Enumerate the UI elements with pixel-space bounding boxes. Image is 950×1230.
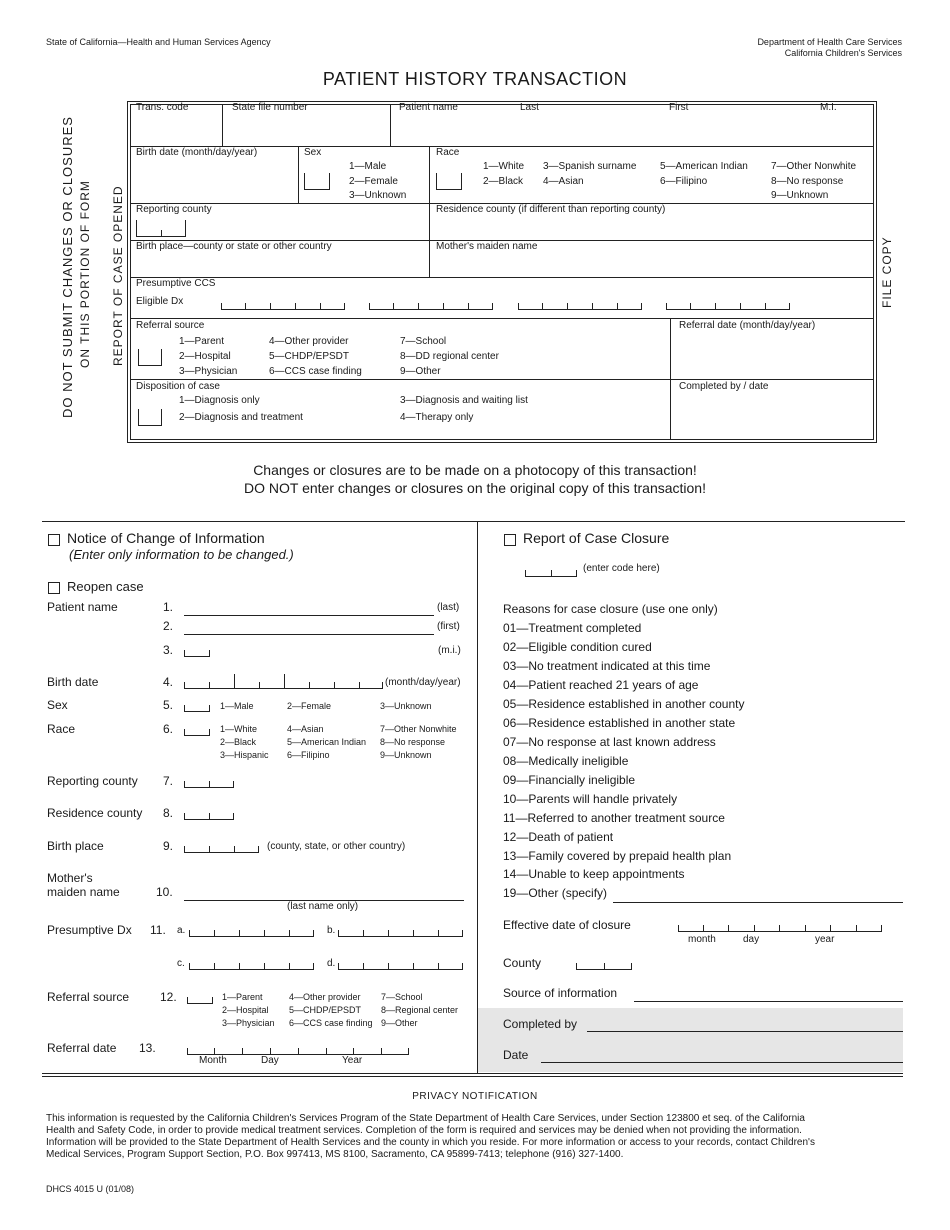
race-option: 4—Asian	[287, 724, 324, 734]
referral-option: 7—School	[400, 336, 447, 347]
sex-option: 3—Unknown	[380, 701, 432, 711]
closure-reason: 06—Residence established in another state	[503, 716, 736, 730]
referral-option: 4—Other provider	[289, 992, 361, 1002]
maiden-name-label-line1: Mother's	[47, 871, 93, 885]
closure-reason: 07—No response at last known address	[503, 735, 716, 749]
program-name: California Children's Services	[784, 48, 902, 58]
race-option: 9—Unknown	[380, 750, 432, 760]
sex-option: 1—Male	[220, 701, 254, 711]
item-number: 8.	[163, 806, 174, 820]
maiden-name-label-line2: maiden name	[47, 885, 120, 899]
item-number: 6.	[163, 722, 174, 736]
birth-place-hint: (county, state, or other country)	[267, 841, 406, 852]
dx-code-field-3[interactable]	[518, 296, 642, 310]
sex-code-field[interactable]	[184, 698, 210, 712]
referral-option: 1—Parent	[222, 992, 263, 1002]
presumptive-ccs-label: Presumptive CCS	[136, 278, 216, 289]
presumptive-dx-label: Presumptive Dx	[47, 923, 132, 937]
race-option: 2—Black	[483, 176, 524, 187]
completed-by-line[interactable]	[587, 1031, 903, 1032]
referral-source-field[interactable]	[187, 990, 213, 1004]
reporting-county-label: Reporting county	[47, 774, 138, 788]
residence-county-label: Residence county	[47, 806, 143, 820]
disposition-label: Disposition of case	[136, 381, 220, 392]
last-name-line[interactable]	[184, 615, 434, 616]
birth-date-label: Birth date	[47, 675, 99, 689]
dx-a-label: a.	[177, 925, 186, 936]
effective-date-label: Effective date of closure	[503, 918, 631, 932]
closure-reason: 04—Patient reached 21 years of age	[503, 678, 699, 692]
closure-reason: 03—No treatment indicated at this time	[503, 659, 711, 673]
privacy-line: Health and Safety Code, in order to provide medical treatment services. Completion of the form is required and services may be denied when not providing the information.	[46, 1125, 802, 1136]
privacy-line: Medical Services, Program Support Section, P.O. Box 997413, MS 8100, Sacramento, CA 95899-7413; telephone (916) 327-1400.	[46, 1149, 624, 1160]
maiden-name-label: Mother's maiden name	[436, 241, 538, 252]
middle-initial-field[interactable]	[184, 643, 210, 657]
disposition-option: 1—Diagnosis only	[179, 395, 260, 406]
race-option: 6—Filipino	[287, 750, 330, 760]
disposition-option: 3—Diagnosis and waiting list	[400, 395, 528, 406]
birth-date-field[interactable]	[184, 675, 383, 689]
date-line[interactable]	[541, 1062, 903, 1063]
eligible-dx-label: Eligible Dx	[136, 296, 184, 307]
disposition-box[interactable]	[138, 409, 162, 426]
referral-option: 3—Physician	[179, 366, 238, 377]
closure-reason: 09—Financially ineligible	[503, 773, 636, 787]
dx-code-field-1[interactable]	[221, 296, 345, 310]
referral-source-label: Referral source	[136, 320, 205, 331]
trans-code-label: Trans. code	[136, 102, 189, 113]
referral-option: 6—CCS case finding	[269, 366, 362, 377]
reporting-county-label: Reporting county	[136, 204, 212, 215]
privacy-line: Information will be provided to the State Department of Health Services and the county in which you reside. For more information or access to your records, contact Children's	[46, 1137, 815, 1148]
section-divider	[42, 521, 905, 522]
referral-date-label: Referral date	[47, 1041, 117, 1055]
referral-option: 9—Other	[381, 1018, 418, 1028]
column-divider	[477, 521, 478, 1073]
referral-option: 6—CCS case finding	[289, 1018, 373, 1028]
county-label: County	[503, 956, 542, 970]
completed-by-date-label: Completed by / date	[679, 381, 769, 392]
residence-county-field[interactable]	[184, 806, 234, 820]
race-option: 1—White	[483, 161, 525, 172]
change-of-information-checkbox[interactable]	[48, 534, 60, 546]
race-code-box[interactable]	[436, 173, 462, 190]
sex-code-box[interactable]	[304, 173, 330, 190]
disposition-option: 2—Diagnosis and treatment	[179, 412, 303, 423]
department-name: Department of Health Care Services	[757, 37, 902, 47]
race-option: 8—No response	[380, 737, 446, 747]
first-hint: (first)	[437, 621, 460, 632]
item-number: 9.	[163, 839, 174, 853]
month-hint: month	[688, 934, 716, 945]
agency-name: State of California—Health and Human Services Agency	[46, 37, 271, 47]
patient-name-label: Patient name	[47, 600, 118, 614]
year-hint: year	[815, 934, 835, 945]
last-hint: (last)	[437, 602, 460, 613]
item-number: 2.	[163, 619, 174, 633]
referral-option: 8—DD regional center	[400, 351, 499, 362]
race-option: 4—Asian	[543, 176, 584, 187]
dx-b-label: b.	[327, 925, 336, 936]
disposition-option: 4—Therapy only	[400, 412, 474, 423]
closure-code-field[interactable]	[525, 563, 577, 577]
closure-reason: 19—Other (specify)	[503, 886, 608, 900]
item-number: 4.	[163, 675, 174, 689]
race-label: Race	[436, 147, 460, 158]
mi-label: M.I.	[820, 102, 837, 113]
dx-code-field-2[interactable]	[369, 296, 493, 310]
item-number: 3.	[163, 643, 174, 657]
effective-date-field[interactable]	[678, 918, 882, 932]
referral-option: 1—Parent	[179, 336, 225, 347]
birth-place-label: Birth place	[47, 839, 104, 853]
reopen-case-label: Reopen case	[67, 579, 144, 594]
closure-reason: 13—Family covered by prepaid health plan	[503, 849, 732, 863]
closure-reason: 12—Death of patient	[503, 830, 614, 844]
race-option: 5—American Indian	[660, 161, 748, 172]
year-hint: Year	[342, 1055, 363, 1066]
closure-reason: 08—Medically ineligible	[503, 754, 629, 768]
sex-option: 2—Female	[287, 701, 332, 711]
change-of-information-subtitle: (Enter only information to be changed.)	[69, 547, 294, 562]
race-option: 5—American Indian	[287, 737, 367, 747]
sex-option: 3—Unknown	[349, 190, 407, 201]
referral-option: 8—Regional center	[381, 1005, 459, 1015]
dx-d-field[interactable]	[338, 956, 463, 970]
case-closure-title: Report of Case Closure	[523, 530, 670, 546]
dx-d-label: d.	[327, 958, 336, 969]
item-number: 11.	[150, 923, 166, 937]
change-of-information-title: Notice of Change of Information	[67, 530, 265, 546]
referral-option: 7—School	[381, 992, 423, 1002]
reporting-county-field[interactable]	[184, 774, 234, 788]
sex-option: 2—Female	[349, 176, 398, 187]
reasons-title: Reasons for case closure (use one only)	[503, 602, 718, 616]
referral-date-label: Referral date (month/day/year)	[679, 320, 816, 331]
dx-a-field[interactable]	[189, 923, 314, 937]
form-title: PATIENT HISTORY TRANSACTION	[322, 69, 628, 89]
closure-reason: 05—Residence established in another county	[503, 697, 745, 711]
reopen-case-checkbox[interactable]	[48, 582, 60, 594]
birth-place-field[interactable]	[184, 839, 259, 853]
dx-b-field[interactable]	[338, 923, 463, 937]
item-number: 5.	[163, 698, 174, 712]
referral-source-label: Referral source	[47, 990, 130, 1004]
race-option: 7—Other Nonwhite	[380, 724, 457, 734]
county-field[interactable]	[576, 956, 632, 970]
dx-code-field-4[interactable]	[666, 296, 790, 310]
side-warning-line2: ON THIS PORTION OF FORM	[78, 180, 92, 368]
closure-reason: 10—Parents will handle privately	[503, 792, 678, 806]
race-label: Race	[47, 722, 76, 736]
race-option: 3—Hispanic	[220, 750, 269, 760]
privacy-text	[46, 1113, 815, 1161]
mdy-hint: (month/day/year)	[385, 677, 461, 688]
item-number: 12.	[160, 990, 177, 1004]
privacy-line: This information is requested by the California Children's Services Program of the State Department of Health Care Services, under Section 123800 et seq. of the California	[46, 1113, 805, 1124]
referral-option: 9—Other	[400, 366, 441, 377]
closure-reason: 11—Referred to another treatment source	[503, 811, 725, 825]
race-option: 7—Other Nonwhite	[771, 161, 857, 172]
item-number: 1.	[163, 600, 174, 614]
day-hint: day	[743, 934, 760, 945]
side-report-label: REPORT OF CASE OPENED	[111, 185, 125, 366]
race-option: 6—Filipino	[660, 176, 708, 187]
item-number: 10.	[156, 885, 173, 899]
month-hint: Month	[199, 1055, 227, 1066]
dx-c-label: c.	[177, 958, 185, 969]
birth-place-label: Birth place—county or state or other country	[136, 241, 332, 252]
referral-option: 5—CHDP/EPSDT	[269, 351, 350, 362]
source-of-information-line[interactable]	[634, 1001, 903, 1002]
race-option: 8—No response	[771, 176, 844, 187]
original-copy-warning: DO NOT enter changes or closures on the original copy of this transaction!	[244, 480, 706, 496]
referral-option: 4—Other provider	[269, 336, 349, 347]
race-option: 3—Spanish surname	[543, 161, 637, 172]
photocopy-notice: Changes or closures are to be made on a photocopy of this transaction!	[253, 462, 697, 478]
closure-reason: 02—Eligible condition cured	[503, 640, 652, 654]
date-label: Date	[503, 1048, 529, 1062]
sex-label: Sex	[304, 147, 322, 158]
patient-name-label: Patient name	[399, 102, 458, 113]
side-warning-line1: DO NOT SUBMIT CHANGES OR CLOSURES	[60, 116, 75, 418]
item-number: 7.	[163, 774, 174, 788]
last-name-only-hint: (last name only)	[287, 901, 359, 912]
form-id: DHCS 4015 U (01/08)	[46, 1184, 135, 1194]
side-file-copy: FILE COPY	[880, 236, 894, 308]
race-option: 9—Unknown	[771, 190, 829, 201]
item-number: 13.	[139, 1041, 156, 1055]
first-name-line[interactable]	[184, 634, 434, 635]
closure-reason: 14—Unable to keep appointments	[503, 867, 685, 881]
sex-option: 1—Male	[349, 161, 387, 172]
referral-option: 5—CHDP/EPSDT	[289, 1005, 362, 1015]
privacy-title: PRIVACY NOTIFICATION	[412, 1091, 538, 1102]
source-of-information-label: Source of information	[503, 986, 618, 1000]
last-name-label: Last	[520, 102, 539, 113]
referral-option: 3—Physician	[222, 1018, 275, 1028]
referral-option: 2—Hospital	[222, 1005, 269, 1015]
race-option: 2—Black	[220, 737, 257, 747]
residence-county-label: Residence county (if different than reporting county)	[436, 204, 666, 215]
race-code-field[interactable]	[184, 722, 210, 736]
completed-by-label: Completed by	[503, 1017, 578, 1031]
referral-source-box[interactable]	[138, 349, 162, 366]
day-hint: Day	[261, 1055, 279, 1066]
referral-date-field[interactable]	[187, 1041, 409, 1055]
other-specify-line[interactable]	[613, 902, 903, 903]
race-option: 1—White	[220, 724, 258, 734]
state-file-number-label: State file number	[232, 102, 308, 113]
mi-hint: (m.i.)	[438, 645, 461, 656]
referral-option: 2—Hospital	[179, 351, 231, 362]
first-name-label: First	[669, 102, 689, 113]
dx-c-field[interactable]	[189, 956, 314, 970]
birth-date-label: Birth date (month/day/year)	[136, 147, 258, 158]
enter-code-hint: (enter code here)	[583, 563, 660, 574]
closure-reason: 01—Treatment completed	[503, 621, 642, 635]
sex-label: Sex	[47, 698, 68, 712]
case-closure-checkbox[interactable]	[504, 534, 516, 546]
